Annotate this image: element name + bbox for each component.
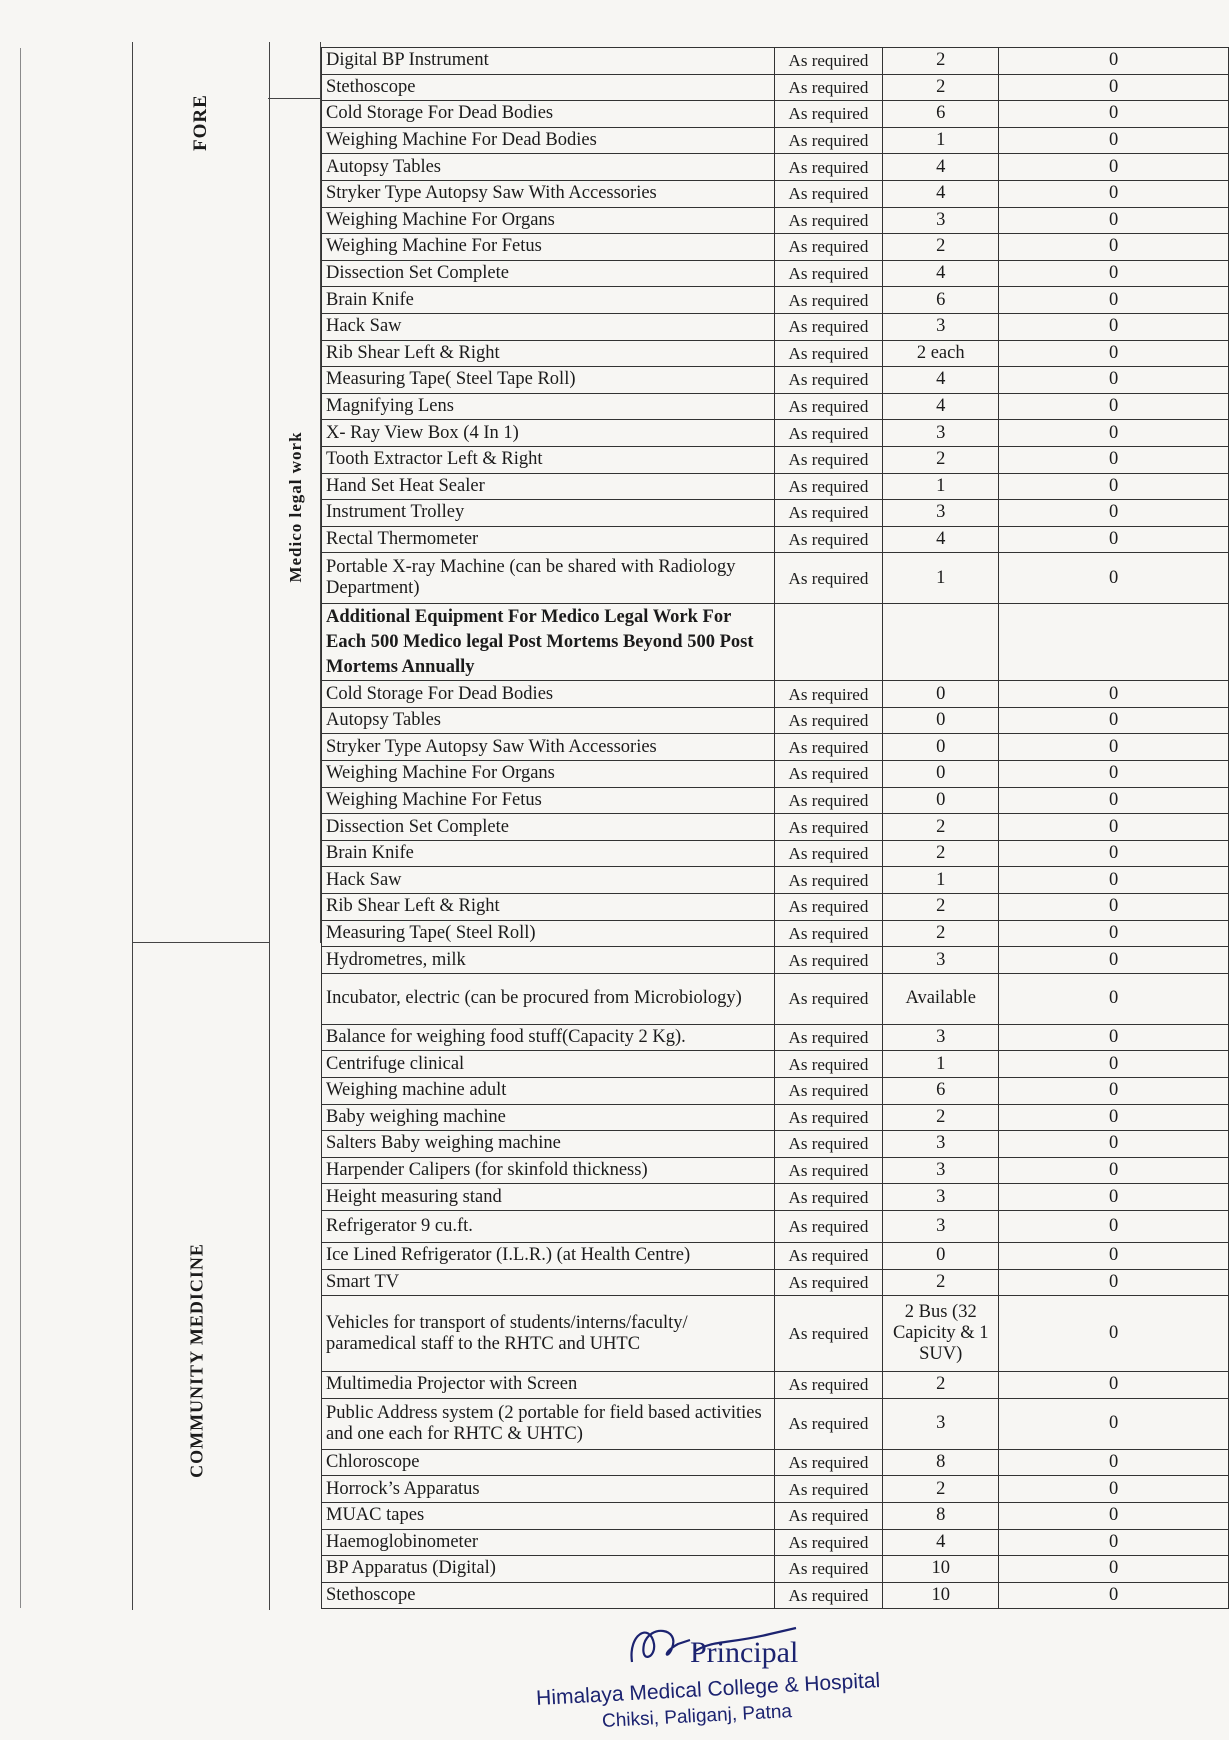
- deficiency-cell: 0: [999, 867, 1229, 894]
- requirement-cell: As required: [774, 473, 883, 500]
- deficiency-cell: 0: [999, 287, 1229, 314]
- equipment-name: Hack Saw: [322, 313, 775, 340]
- deficiency-cell: 0: [999, 1582, 1229, 1609]
- requirement-cell: As required: [774, 180, 883, 207]
- available-quantity: 3: [883, 1024, 999, 1051]
- deficiency-cell: 0: [999, 734, 1229, 761]
- available-quantity: 0: [883, 707, 999, 734]
- available-quantity: 3: [883, 313, 999, 340]
- requirement-cell: As required: [774, 840, 883, 867]
- available-quantity: 2 each: [883, 340, 999, 367]
- table-row: [322, 500, 1229, 527]
- equipment-name: Weighing Machine For Organs: [322, 761, 775, 788]
- requirement-cell: As required: [774, 101, 883, 128]
- available-quantity: 0: [883, 1242, 999, 1269]
- available-quantity: 4: [883, 526, 999, 553]
- equipment-name: Brain Knife: [322, 287, 775, 314]
- deficiency-cell: 0: [999, 973, 1229, 1024]
- deficiency-cell: 0: [999, 473, 1229, 500]
- table-row: [322, 840, 1229, 867]
- requirement-cell: As required: [774, 207, 883, 234]
- equipment-name: Hydrometres, milk: [322, 947, 775, 974]
- equipment-name: Weighing Machine For Organs: [322, 207, 775, 234]
- table-row: [322, 1078, 1229, 1105]
- available-quantity: 1: [883, 1051, 999, 1078]
- table-row: [322, 681, 1229, 708]
- available-quantity: 2: [883, 1269, 999, 1296]
- equipment-table: [321, 47, 1229, 1609]
- deficiency-cell: 0: [999, 367, 1229, 394]
- deficiency-cell: 0: [999, 1157, 1229, 1184]
- requirement-cell: As required: [774, 1210, 883, 1242]
- equipment-name: Centrifuge clinical: [322, 1051, 775, 1078]
- forensic-department-column: [132, 42, 270, 943]
- equipment-name: Instrument Trolley: [322, 500, 775, 527]
- equipment-name: Autopsy Tables: [322, 707, 775, 734]
- equipment-name: Digital BP Instrument: [322, 48, 775, 75]
- deficiency-cell: 0: [999, 1556, 1229, 1583]
- empty-cell: [774, 604, 883, 681]
- deficiency-cell: 0: [999, 894, 1229, 921]
- available-quantity: 10: [883, 1556, 999, 1583]
- requirement-cell: As required: [774, 367, 883, 394]
- equipment-name: Chloroscope: [322, 1449, 775, 1476]
- table-row: [322, 420, 1229, 447]
- equipment-name: Baby weighing machine: [322, 1104, 775, 1131]
- requirement-cell: As required: [774, 1296, 883, 1372]
- equipment-name: Dissection Set Complete: [322, 260, 775, 287]
- deficiency-cell: 0: [999, 446, 1229, 473]
- table-row: [322, 814, 1229, 841]
- equipment-name: Ice Lined Refrigerator (I.L.R.) (at Health Centre): [322, 1242, 775, 1269]
- available-quantity: 2: [883, 1372, 999, 1399]
- forensic-subcolumn-top: [268, 42, 321, 98]
- requirement-cell: As required: [774, 1372, 883, 1399]
- deficiency-cell: 0: [999, 1372, 1229, 1399]
- requirement-cell: As required: [774, 48, 883, 75]
- table-row: [322, 313, 1229, 340]
- community-medicine-column: [132, 942, 270, 1610]
- equipment-name: Harpender Calipers (for skinfold thickness): [322, 1157, 775, 1184]
- table-row: [322, 207, 1229, 234]
- requirement-cell: As required: [774, 500, 883, 527]
- equipment-name: Measuring Tape( Steel Roll): [322, 920, 775, 947]
- equipment-name: Hand Set Heat Sealer: [322, 473, 775, 500]
- deficiency-cell: 0: [999, 1242, 1229, 1269]
- available-quantity: 2 Bus (32 Capicity & 1 SUV): [883, 1296, 999, 1372]
- requirement-cell: As required: [774, 973, 883, 1024]
- equipment-name: Stryker Type Autopsy Saw With Accessories: [322, 180, 775, 207]
- deficiency-cell: 0: [999, 1476, 1229, 1503]
- table-row: [322, 1051, 1229, 1078]
- table-row: [322, 894, 1229, 921]
- deficiency-cell: 0: [999, 74, 1229, 101]
- available-quantity: 6: [883, 287, 999, 314]
- deficiency-cell: 0: [999, 207, 1229, 234]
- equipment-name: Public Address system (2 portable for field based activities and one each for RHTC & UHTC): [322, 1398, 775, 1449]
- deficiency-cell: 0: [999, 707, 1229, 734]
- equipment-name: Horrock’s Apparatus: [322, 1476, 775, 1503]
- table-row: [322, 920, 1229, 947]
- medico-legal-label: Medico legal work: [286, 431, 305, 583]
- deficiency-cell: 0: [999, 681, 1229, 708]
- table-row: [322, 1131, 1229, 1158]
- requirement-cell: As required: [774, 1398, 883, 1449]
- available-quantity: 0: [883, 787, 999, 814]
- deficiency-cell: 0: [999, 234, 1229, 261]
- equipment-name: Rectal Thermometer: [322, 526, 775, 553]
- institution-address: Chiksi, Paliganj, Patna: [601, 1701, 793, 1732]
- available-quantity: 3: [883, 1210, 999, 1242]
- available-quantity: 2: [883, 1104, 999, 1131]
- table-row: [322, 287, 1229, 314]
- table-row: [322, 1372, 1229, 1399]
- requirement-cell: As required: [774, 1051, 883, 1078]
- requirement-cell: As required: [774, 553, 883, 604]
- deficiency-cell: 0: [999, 1269, 1229, 1296]
- equipment-name: Rib Shear Left & Right: [322, 894, 775, 921]
- table-row: [322, 1104, 1229, 1131]
- available-quantity: Available: [883, 973, 999, 1024]
- deficiency-cell: 0: [999, 814, 1229, 841]
- equipment-name: Refrigerator 9 cu.ft.: [322, 1210, 775, 1242]
- requirement-cell: As required: [774, 287, 883, 314]
- available-quantity: 2: [883, 74, 999, 101]
- requirement-cell: As required: [774, 1104, 883, 1131]
- table-row: [322, 787, 1229, 814]
- deficiency-cell: 0: [999, 1296, 1229, 1372]
- available-quantity: 4: [883, 260, 999, 287]
- deficiency-cell: 0: [999, 154, 1229, 181]
- requirement-cell: As required: [774, 1024, 883, 1051]
- table-row: [322, 947, 1229, 974]
- table-row: [322, 1476, 1229, 1503]
- deficiency-cell: 0: [999, 1398, 1229, 1449]
- table-row: [322, 393, 1229, 420]
- deficiency-cell: 0: [999, 500, 1229, 527]
- table-row: [322, 1582, 1229, 1609]
- page-margin-line: [20, 48, 21, 1608]
- table-row: [322, 260, 1229, 287]
- available-quantity: 2: [883, 234, 999, 261]
- available-quantity: 2: [883, 920, 999, 947]
- forensic-label: FORE: [190, 94, 211, 151]
- equipment-name: Balance for weighing food stuff(Capacity 2 Kg).: [322, 1024, 775, 1051]
- table-row: [322, 180, 1229, 207]
- table-row: [322, 1269, 1229, 1296]
- requirement-cell: As required: [774, 867, 883, 894]
- available-quantity: 4: [883, 180, 999, 207]
- available-quantity: 1: [883, 553, 999, 604]
- available-quantity: 3: [883, 947, 999, 974]
- deficiency-cell: 0: [999, 340, 1229, 367]
- available-quantity: 10: [883, 1582, 999, 1609]
- requirement-cell: As required: [774, 1269, 883, 1296]
- equipment-name: Cold Storage For Dead Bodies: [322, 681, 775, 708]
- requirement-cell: As required: [774, 1476, 883, 1503]
- signature-text: Principal: [690, 1636, 799, 1669]
- requirement-cell: As required: [774, 761, 883, 788]
- equipment-name: Autopsy Tables: [322, 154, 775, 181]
- table-row: [322, 1184, 1229, 1211]
- equipment-name: Incubator, electric (can be procured from Microbiology): [322, 973, 775, 1024]
- table-row: [322, 1024, 1229, 1051]
- available-quantity: 3: [883, 1157, 999, 1184]
- table-row: [322, 1529, 1229, 1556]
- community-medicine-label: COMMUNITY MEDICINE: [186, 1243, 207, 1478]
- requirement-cell: As required: [774, 1502, 883, 1529]
- requirement-cell: As required: [774, 74, 883, 101]
- requirement-cell: As required: [774, 526, 883, 553]
- equipment-name: Measuring Tape( Steel Tape Roll): [322, 367, 775, 394]
- table-row: [322, 1502, 1229, 1529]
- deficiency-cell: 0: [999, 947, 1229, 974]
- requirement-cell: As required: [774, 734, 883, 761]
- available-quantity: 4: [883, 367, 999, 394]
- section-heading-row: [322, 604, 1229, 681]
- equipment-name: Stethoscope: [322, 74, 775, 101]
- available-quantity: 1: [883, 473, 999, 500]
- table-row: [322, 48, 1229, 75]
- requirement-cell: As required: [774, 681, 883, 708]
- table-row: [322, 553, 1229, 604]
- equipment-name: Multimedia Projector with Screen: [322, 1372, 775, 1399]
- available-quantity: 1: [883, 127, 999, 154]
- equipment-name: Weighing machine adult: [322, 1078, 775, 1105]
- requirement-cell: As required: [774, 1449, 883, 1476]
- equipment-name: Stryker Type Autopsy Saw With Accessories: [322, 734, 775, 761]
- requirement-cell: As required: [774, 1157, 883, 1184]
- equipment-name: Weighing Machine For Dead Bodies: [322, 127, 775, 154]
- requirement-cell: As required: [774, 446, 883, 473]
- available-quantity: 3: [883, 500, 999, 527]
- table-row: [322, 1157, 1229, 1184]
- table-row: [322, 526, 1229, 553]
- available-quantity: 6: [883, 1078, 999, 1105]
- requirement-cell: As required: [774, 920, 883, 947]
- requirement-cell: As required: [774, 154, 883, 181]
- requirement-cell: As required: [774, 1242, 883, 1269]
- deficiency-cell: 0: [999, 48, 1229, 75]
- deficiency-cell: 0: [999, 787, 1229, 814]
- deficiency-cell: 0: [999, 180, 1229, 207]
- deficiency-cell: 0: [999, 101, 1229, 128]
- table-row: [322, 734, 1229, 761]
- requirement-cell: As required: [774, 1184, 883, 1211]
- requirement-cell: As required: [774, 260, 883, 287]
- available-quantity: 3: [883, 207, 999, 234]
- deficiency-cell: 0: [999, 761, 1229, 788]
- requirement-cell: As required: [774, 340, 883, 367]
- requirement-cell: As required: [774, 707, 883, 734]
- deficiency-cell: 0: [999, 127, 1229, 154]
- deficiency-cell: 0: [999, 1502, 1229, 1529]
- empty-cell: [883, 604, 999, 681]
- table-row: [322, 74, 1229, 101]
- deficiency-cell: 0: [999, 1529, 1229, 1556]
- available-quantity: 2: [883, 446, 999, 473]
- deficiency-cell: 0: [999, 1449, 1229, 1476]
- deficiency-cell: 0: [999, 1131, 1229, 1158]
- available-quantity: 4: [883, 154, 999, 181]
- equipment-name: Weighing Machine For Fetus: [322, 234, 775, 261]
- equipment-name: MUAC tapes: [322, 1502, 775, 1529]
- table-row: [322, 340, 1229, 367]
- requirement-cell: As required: [774, 1131, 883, 1158]
- available-quantity: 3: [883, 420, 999, 447]
- table-row: [322, 1296, 1229, 1372]
- equipment-name: Vehicles for transport of students/interns/faculty/ paramedical staff to the RHTC and UHTC: [322, 1296, 775, 1372]
- equipment-name: Height measuring stand: [322, 1184, 775, 1211]
- deficiency-cell: 0: [999, 1051, 1229, 1078]
- deficiency-cell: 0: [999, 920, 1229, 947]
- table-row: [322, 1210, 1229, 1242]
- available-quantity: 6: [883, 101, 999, 128]
- requirement-cell: As required: [774, 814, 883, 841]
- equipment-name: Hack Saw: [322, 867, 775, 894]
- table-row: [322, 1556, 1229, 1583]
- equipment-name: Brain Knife: [322, 840, 775, 867]
- equipment-name: BP Apparatus (Digital): [322, 1556, 775, 1583]
- medico-legal-subcolumn: [268, 98, 321, 943]
- available-quantity: 2: [883, 840, 999, 867]
- available-quantity: 2: [883, 894, 999, 921]
- available-quantity: 3: [883, 1184, 999, 1211]
- equipment-name: Magnifying Lens: [322, 393, 775, 420]
- requirement-cell: As required: [774, 947, 883, 974]
- table-row: [322, 867, 1229, 894]
- available-quantity: 3: [883, 1131, 999, 1158]
- institution-stamp: Himalaya Medical College & Hospital: [535, 1669, 881, 1710]
- requirement-cell: As required: [774, 420, 883, 447]
- equipment-name: Tooth Extractor Left & Right: [322, 446, 775, 473]
- available-quantity: 0: [883, 761, 999, 788]
- table-row: [322, 1449, 1229, 1476]
- available-quantity: 0: [883, 734, 999, 761]
- requirement-cell: As required: [774, 393, 883, 420]
- table-row: [322, 1398, 1229, 1449]
- available-quantity: 0: [883, 681, 999, 708]
- deficiency-cell: 0: [999, 553, 1229, 604]
- table-row: [322, 1242, 1229, 1269]
- deficiency-cell: 0: [999, 393, 1229, 420]
- requirement-cell: As required: [774, 234, 883, 261]
- deficiency-cell: 0: [999, 1184, 1229, 1211]
- table-row: [322, 101, 1229, 128]
- equipment-table-body: [322, 48, 1229, 1609]
- equipment-name: Dissection Set Complete: [322, 814, 775, 841]
- equipment-name: Rib Shear Left & Right: [322, 340, 775, 367]
- table-row: [322, 973, 1229, 1024]
- available-quantity: 2: [883, 48, 999, 75]
- table-row: [322, 367, 1229, 394]
- available-quantity: 3: [883, 1398, 999, 1449]
- requirement-cell: As required: [774, 1556, 883, 1583]
- available-quantity: 8: [883, 1449, 999, 1476]
- equipment-name: Salters Baby weighing machine: [322, 1131, 775, 1158]
- requirement-cell: As required: [774, 127, 883, 154]
- requirement-cell: As required: [774, 1582, 883, 1609]
- table-row: [322, 446, 1229, 473]
- equipment-name: X- Ray View Box (4 In 1): [322, 420, 775, 447]
- empty-cell: [999, 604, 1229, 681]
- deficiency-cell: 0: [999, 1104, 1229, 1131]
- requirement-cell: As required: [774, 894, 883, 921]
- deficiency-cell: 0: [999, 840, 1229, 867]
- deficiency-cell: 0: [999, 1210, 1229, 1242]
- available-quantity: 8: [883, 1502, 999, 1529]
- equipment-name: Portable X-ray Machine (can be shared with Radiology Department): [322, 553, 775, 604]
- additional-equipment-heading: Additional Equipment For Medico Legal Work For Each 500 Medico legal Post Mortems Beyond 500 Post Mortems Annually: [322, 604, 775, 681]
- available-quantity: 1: [883, 867, 999, 894]
- available-quantity: 2: [883, 814, 999, 841]
- equipment-name: Cold Storage For Dead Bodies: [322, 101, 775, 128]
- deficiency-cell: 0: [999, 420, 1229, 447]
- deficiency-cell: 0: [999, 1078, 1229, 1105]
- table-row: [322, 473, 1229, 500]
- requirement-cell: As required: [774, 1529, 883, 1556]
- table-row: [322, 154, 1229, 181]
- requirement-cell: As required: [774, 1078, 883, 1105]
- deficiency-cell: 0: [999, 1024, 1229, 1051]
- table-row: [322, 761, 1229, 788]
- available-quantity: 4: [883, 393, 999, 420]
- requirement-cell: As required: [774, 313, 883, 340]
- equipment-name: Weighing Machine For Fetus: [322, 787, 775, 814]
- deficiency-cell: 0: [999, 313, 1229, 340]
- table-row: [322, 707, 1229, 734]
- table-row: [322, 234, 1229, 261]
- equipment-name: Stethoscope: [322, 1582, 775, 1609]
- equipment-name: Haemoglobinometer: [322, 1529, 775, 1556]
- deficiency-cell: 0: [999, 526, 1229, 553]
- requirement-cell: As required: [774, 787, 883, 814]
- available-quantity: 4: [883, 1529, 999, 1556]
- available-quantity: 2: [883, 1476, 999, 1503]
- table-row: [322, 127, 1229, 154]
- deficiency-cell: 0: [999, 260, 1229, 287]
- equipment-name: Smart TV: [322, 1269, 775, 1296]
